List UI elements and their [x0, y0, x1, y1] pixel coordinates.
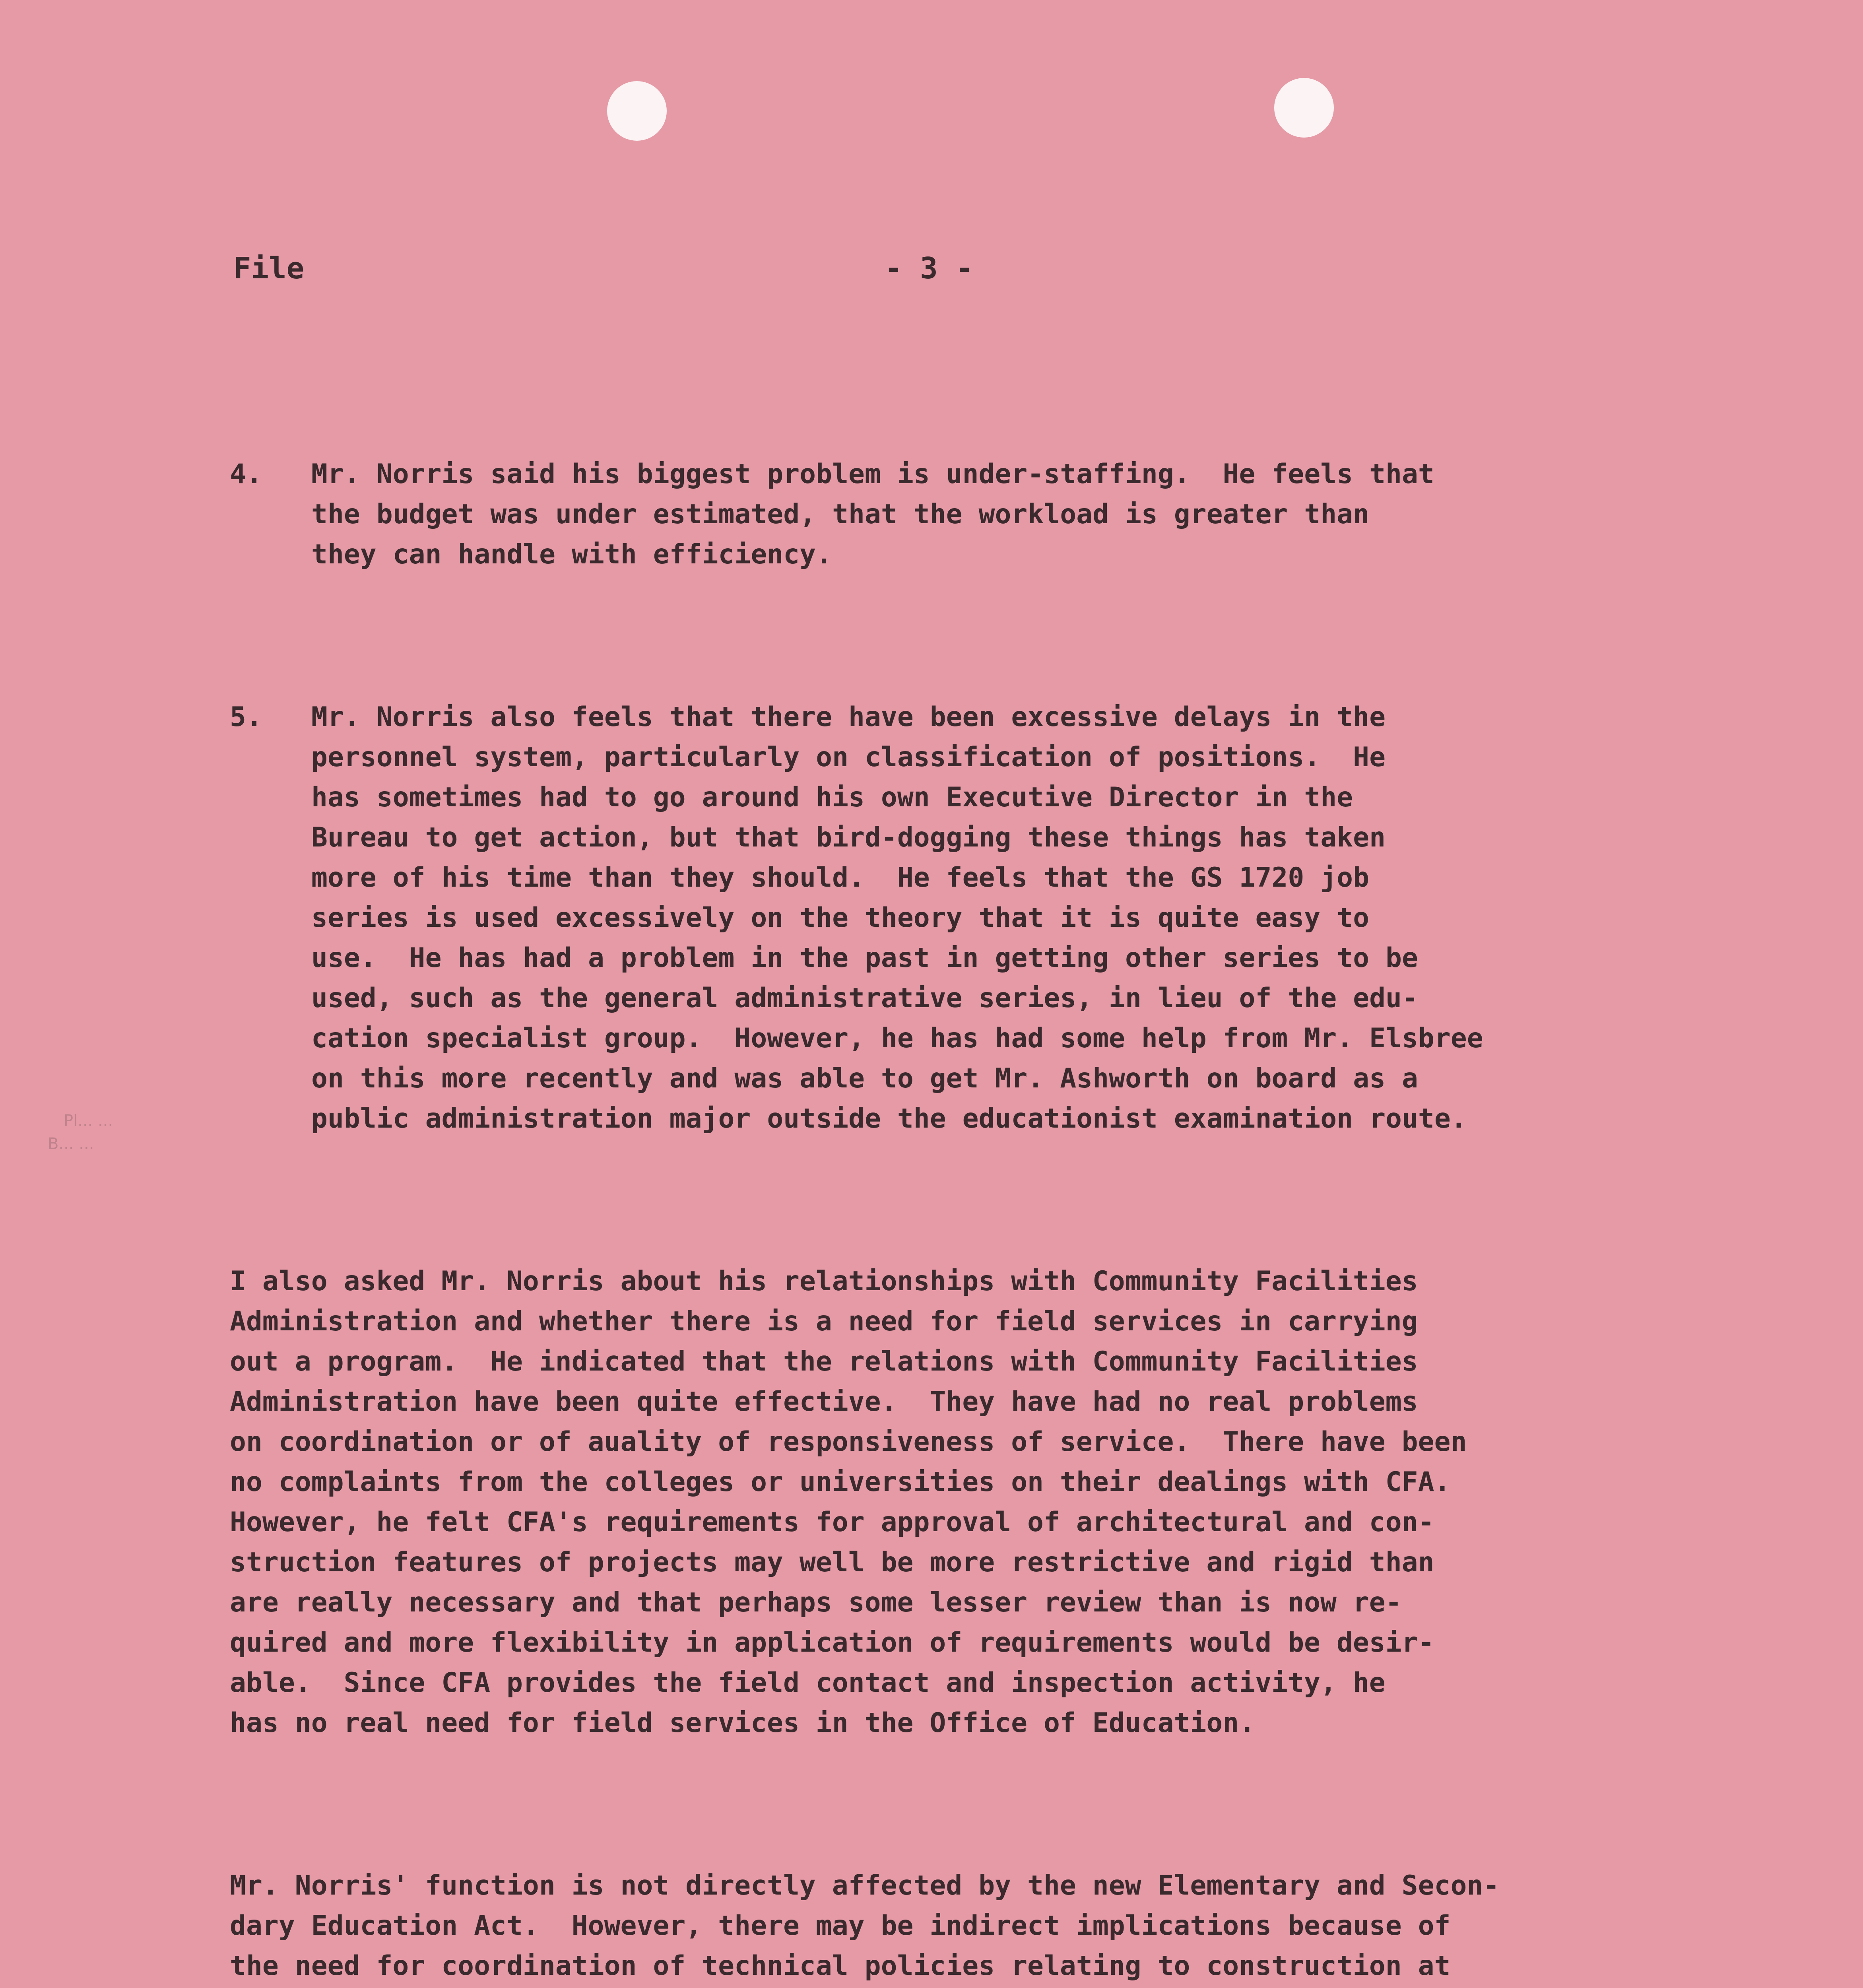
punch-hole-left	[607, 81, 667, 141]
numbered-item	[230, 697, 1780, 1139]
item-number: 5.	[230, 701, 262, 733]
margin-mark: B... ...	[48, 1135, 94, 1153]
margin-marks	[48, 1109, 215, 1155]
item-number: 4.	[230, 458, 262, 490]
margin-mark: Pl... ...	[64, 1112, 113, 1130]
punch-hole-right	[1274, 78, 1334, 138]
paragraph-cfa-relations: I also asked Mr. Norris about his relationships with Community Facilities Administration and whether there is a need for field services in carrying out a program. He indicated that the relations with Community Facilities Administration have been quite effective. They have had no real problems on coordination or of auality of responsiveness of service. There have been no complaints from the colleges or universities on their dealings with CFA. However, he felt CFA's requirements for approval of architectural and con- struction features of projects may well be more restrictive and rigid than are really necessary and that perhaps some lesser review than is now re- quired and more flexibility in application of requirements would be desir- able. Since CFA provides the field contact and inspection activity, he has no real need for field services in the Office of Education.	[230, 1266, 1467, 1739]
numbered-item	[230, 454, 1780, 575]
page-number: - 3 -	[885, 251, 973, 285]
item-text: Mr. Norris also feels that there have been excessive delays in the personnel system, particularly on classification of positions. He has sometimes had to go around his own Executive Director in the Bureau to get action, but that bird-dogging these things has taken more of his time than they should. He feels that the GS 1720 job series is used excessively on the theory that it is quite easy to use. He has had a problem in the past in getting other series to be used, such as the general administrative series, in lieu of the edu- cation specialist group. However, he has had some help from Mr. Elsbree on this more recently and was able to get Mr. Ashworth on board as a public administration major outside the educationist examination route.	[311, 701, 1483, 1134]
item-text: Mr. Norris said his biggest problem is under-staffing. He feels that the budget was under estimated, that the workload is greater than they can handle with efficiency.	[311, 458, 1434, 570]
document-body	[230, 374, 1780, 1988]
file-label: File	[233, 251, 305, 285]
page-header	[0, 247, 1863, 290]
paragraph-education-act: Mr. Norris' function is not directly affected by the new Elementary and Secon- dary Education Act. However, there may be indirect implications because of the need for coordination of technical policies relating to construction at	[230, 1870, 1500, 1982]
